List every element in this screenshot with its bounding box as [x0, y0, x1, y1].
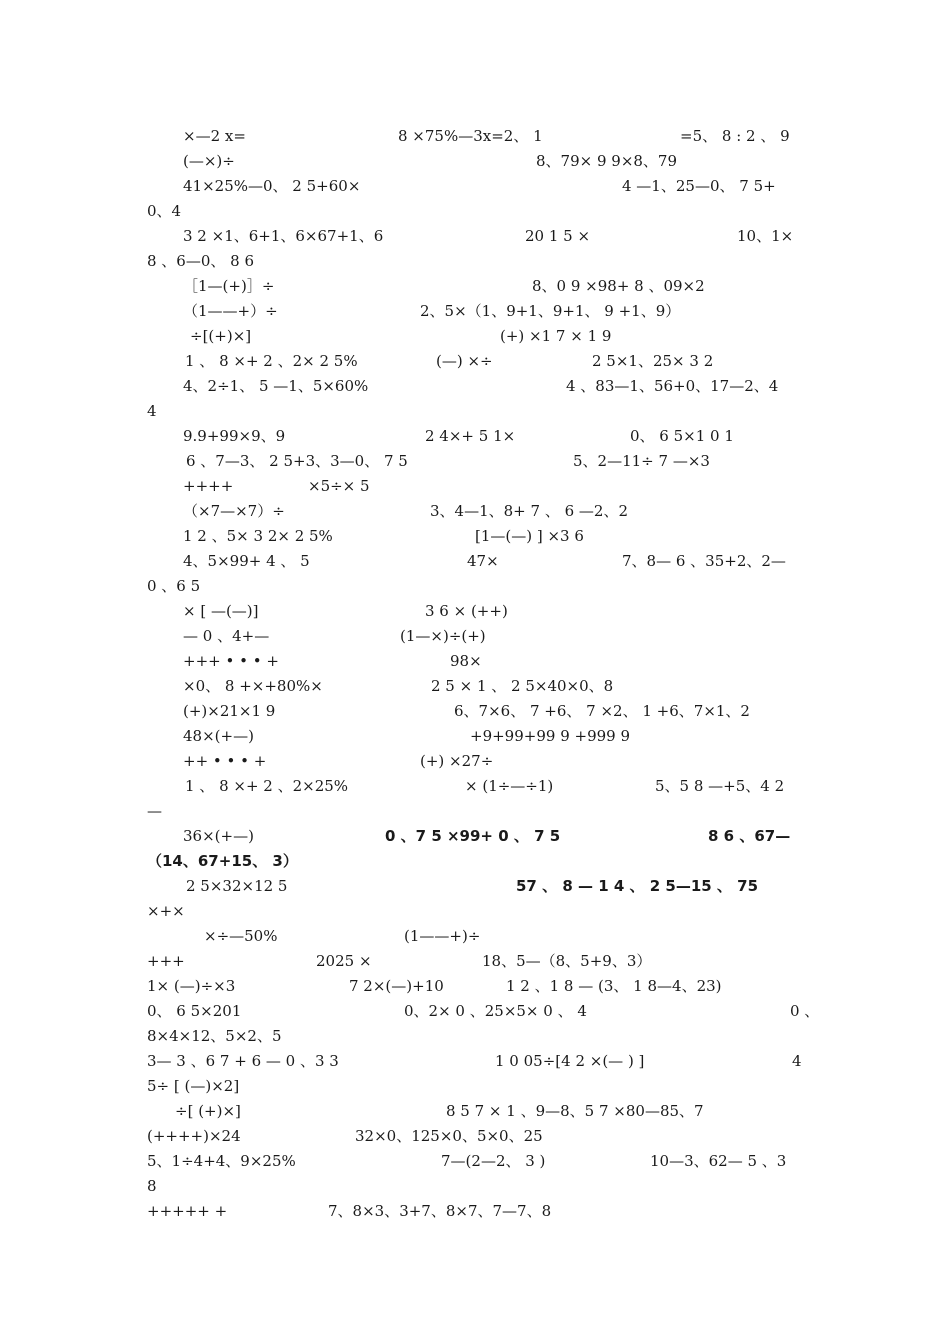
problem-text: 7—(2—2、 3 ) [441, 1152, 546, 1170]
problem-text: (+)×21×1 9 [183, 702, 276, 720]
problem-text: 7、8— 6 、35+2、2— [622, 552, 786, 570]
problem-text: 1 0 05÷[4 2 ×(— ) ] [495, 1052, 645, 1070]
problem-text: 32×0、125×0、5×0、25 [355, 1127, 543, 1145]
problem-text: ×+× [147, 902, 185, 920]
problem-text: 18、5—（8、5+9、3） [482, 952, 652, 970]
problem-text: 1 2 、5× 3 2× 2 5% [183, 527, 333, 545]
problem-text: +++ • • • + [183, 652, 279, 670]
problem-text: × (1÷—÷1) [465, 777, 554, 795]
problem-text: 47× [467, 552, 499, 570]
problem-text: 10、1× [737, 227, 794, 245]
problem-text: 1 、 8 ×+ 2 、2×25% [185, 777, 349, 795]
problem-text: 57 、 8 — 1 4 、 2 5—15 、 75 [516, 877, 759, 895]
problem-text: 3— 3 、6 7 + 6 — 0 、3 3 [147, 1052, 339, 1070]
problem-text: 20 1 5 × [525, 227, 591, 245]
problem-text: 4、2÷1、 5 —1、5×60% [183, 377, 369, 395]
problem-text: (+) ×1 7 × 1 9 [500, 327, 612, 345]
problem-text: +++++ + [147, 1202, 228, 1220]
problem-text: ×0、 8 +×+80%× [183, 677, 323, 695]
problem-text: 4 —1、25—0、 7 5+ [622, 177, 776, 195]
problem-text: （1——+）÷ [183, 302, 278, 320]
problem-text: 8 、6—0、 8 6 [147, 252, 255, 270]
problem-text: 0、 6 5×1 0 1 [630, 427, 734, 445]
problem-text: 7、8×3、3+7、8×7、7—7、8 [328, 1202, 552, 1220]
problem-text: ÷[(+)×] [190, 327, 252, 345]
problem-text: ++ • • • + [183, 752, 267, 770]
problem-text: 0、4 [147, 202, 182, 220]
problem-text: 8、79× 9 9×8、79 [536, 152, 678, 170]
problem-text: 41×25%—0、 2 5+60× [183, 177, 361, 195]
problem-text: 8 5 7 × 1 、9—8、5 7 ×80—85、7 [446, 1102, 704, 1120]
problem-text: 2、5×（1、9+1、9+1、 9 +1、9） [420, 302, 681, 320]
problem-text: 3 6 × (++) [425, 602, 508, 620]
problem-text: — 0 、4+— [183, 627, 270, 645]
problem-text: (++++)×24 [147, 1127, 241, 1145]
problem-text: (+) ×27÷ [420, 752, 494, 770]
problem-text: 2 5 × 1 、 2 5×40×0、8 [431, 677, 614, 695]
problem-text: ×5÷× 5 [308, 477, 370, 495]
problem-text: +++ [147, 952, 185, 970]
problem-text: 0 、7 5 ×99+ 0 、 7 5 [385, 827, 561, 845]
problem-text: 1× (—)÷×3 [147, 977, 236, 995]
problem-text: （14、67+15、 3） [147, 852, 298, 870]
problem-text: 4 [792, 1052, 802, 1070]
problem-text: 98× [450, 652, 482, 670]
problem-text: 7 2×(—)+10 [349, 977, 444, 995]
problem-text: 8 ×75%—3x=2、 1 [398, 127, 543, 145]
problem-text: ×—2 x= [183, 127, 246, 145]
problem-text: 4 、83—1、56+0、17—2、4 [566, 377, 779, 395]
problem-text: =5、 8 : 2 、 9 [680, 127, 790, 145]
problem-text: 0 、 [790, 1002, 820, 1020]
problem-text: 6、7×6、 7 +6、 7 ×2、 1 +6、7×1、2 [454, 702, 750, 720]
problem-text: 5、1÷4+4、9×25% [147, 1152, 296, 1170]
problem-text: 3 2 ×1、6+1、6×67+1、6 [183, 227, 384, 245]
problem-text: 2025 × [316, 952, 372, 970]
problem-text: 5÷ [ (—)×2] [147, 1077, 240, 1095]
problem-text: 4、5×99+ 4 、 5 [183, 552, 310, 570]
problem-text: 6 、7—3、 2 5+3、3—0、 7 5 [186, 452, 408, 470]
problem-text: — [147, 802, 162, 820]
problem-text: 4 [147, 402, 157, 420]
problem-text: 1 2 、1 8 — (3、 1 8—4、23) [506, 977, 722, 995]
problem-text: 0、 6 5×201 [147, 1002, 242, 1020]
problem-text: (—) ×÷ [436, 352, 493, 370]
problem-text: (1—×)÷(+) [400, 627, 486, 645]
problem-text: 1 、 8 ×+ 2 、2× 2 5% [185, 352, 358, 370]
problem-text: （×7—×7）÷ [183, 502, 285, 520]
problem-text: 2 5×32×12 5 [186, 877, 288, 895]
problem-text: (—×)÷ [183, 152, 235, 170]
problem-text: 8、0 9 ×98+ 8 、09×2 [532, 277, 705, 295]
problem-text: ［1—(+)］÷ [183, 277, 275, 295]
problem-text: 0、2× 0 、25×5× 0 、 4 [404, 1002, 587, 1020]
problem-text: × [ —(—)] [183, 602, 259, 620]
problem-text: 5、5 8 —+5、4 2 [655, 777, 785, 795]
problem-text: ÷[ (+)×] [175, 1102, 241, 1120]
problem-text: 8 6 、67— [708, 827, 791, 845]
problem-text: 2 4×+ 5 1× [425, 427, 516, 445]
problem-text: 0 、6 5 [147, 577, 201, 595]
problem-text: 48×(+—) [183, 727, 254, 745]
problem-text: ++++ [183, 477, 234, 495]
problem-text: 10—3、62— 5 、3 [650, 1152, 787, 1170]
problem-text: 3、4—1、8+ 7 、 6 —2、2 [430, 502, 628, 520]
problem-text: ×÷—50% [204, 927, 278, 945]
problem-text: +9+99+99 9 +999 9 [470, 727, 631, 745]
problem-text: 8 [147, 1177, 157, 1195]
problem-text: 8×4×12、5×2、5 [147, 1027, 282, 1045]
problem-text: [1—(—) ] ×3 6 [475, 527, 584, 545]
problem-text: 9.9+99×9、9 [183, 427, 286, 445]
problem-text: 36×(+—) [183, 827, 254, 845]
problem-text: (1——+)÷ [404, 927, 481, 945]
problem-text: 5、2—11÷ 7 —×3 [573, 452, 710, 470]
problem-text: 2 5×1、25× 3 2 [592, 352, 714, 370]
